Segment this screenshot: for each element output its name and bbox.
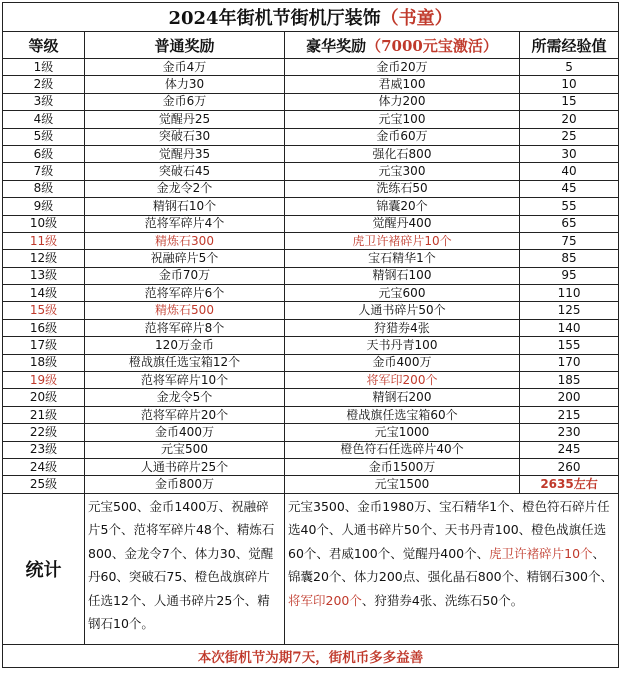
exp-cell: 95 [520, 267, 619, 284]
luxury-reward-cell: 精钢石100 [285, 267, 520, 284]
level-cell: 11级 [3, 232, 85, 249]
exp-cell: 155 [520, 337, 619, 354]
luxury-reward-cell: 金币400万 [285, 354, 520, 371]
luxury-reward-cell: 宝石精华1个 [285, 250, 520, 267]
luxury-reward-cell: 天书丹青100 [285, 337, 520, 354]
exp-cell: 20 [520, 111, 619, 128]
table-row [3, 354, 619, 371]
table-row [3, 285, 619, 302]
summary-luxury-highlight: 将军印200个 [288, 592, 362, 608]
luxury-reward-cell: 元宝100 [285, 111, 520, 128]
table-row [3, 93, 619, 110]
level-cell: 9级 [3, 198, 85, 215]
exp-cell: 230 [520, 424, 619, 441]
header-row [3, 32, 619, 59]
level-cell: 12级 [3, 250, 85, 267]
exp-cell: 185 [520, 372, 619, 389]
normal-reward-cell: 金币4万 [85, 59, 285, 76]
exp-cell: 15 [520, 93, 619, 110]
normal-reward-cell: 精炼石300 [85, 232, 285, 249]
level-cell: 1级 [3, 59, 85, 76]
normal-reward-cell: 人通书碎片25个 [85, 458, 285, 475]
table-row [3, 424, 619, 441]
normal-reward-cell: 祝融碎片5个 [85, 250, 285, 267]
level-cell: 8级 [3, 180, 85, 197]
summary-luxury-highlight: 虎卫许褚碎片10个 [489, 545, 593, 561]
luxury-reward-cell: 君威100 [285, 76, 520, 93]
exp-cell: 215 [520, 406, 619, 423]
normal-reward-cell: 金币6万 [85, 93, 285, 110]
luxury-reward-cell: 元宝1000 [285, 424, 520, 441]
summary-luxury-part: 、狩猎券4张、洗练石50个。 [361, 592, 524, 608]
level-cell: 3级 [3, 93, 85, 110]
exp-cell: 170 [520, 354, 619, 371]
normal-reward-cell: 精炼石500 [85, 302, 285, 319]
table-row [3, 406, 619, 423]
luxury-reward-cell: 金币20万 [285, 59, 520, 76]
table-row [3, 76, 619, 93]
normal-reward-cell: 金龙令2个 [85, 180, 285, 197]
summary-label: 统计 [3, 493, 85, 644]
level-cell: 25级 [3, 476, 85, 493]
exp-cell: 40 [520, 163, 619, 180]
table-row [3, 145, 619, 162]
summary-row [3, 493, 619, 644]
level-cell: 16级 [3, 319, 85, 336]
table-row [3, 319, 619, 336]
table-row [3, 180, 619, 197]
title-main: 2024年街机节街机厅装饰 [168, 8, 381, 29]
normal-reward-cell: 范将军碎片10个 [85, 372, 285, 389]
normal-reward-cell: 120万金币 [85, 337, 285, 354]
level-cell: 4级 [3, 111, 85, 128]
level-cell: 5级 [3, 128, 85, 145]
exp-cell: 5 [520, 59, 619, 76]
normal-reward-cell: 橙战旗任选宝箱12个 [85, 354, 285, 371]
table-row [3, 215, 619, 232]
exp-cell: 140 [520, 319, 619, 336]
luxury-reward-cell: 体力200 [285, 93, 520, 110]
header-luxury-note: （7000元宝激活） [366, 36, 498, 55]
exp-cell: 65 [520, 215, 619, 232]
normal-reward-cell: 突破石45 [85, 163, 285, 180]
level-cell: 24级 [3, 458, 85, 475]
table-row [3, 267, 619, 284]
normal-reward-cell: 体力30 [85, 76, 285, 93]
level-cell: 6级 [3, 145, 85, 162]
exp-cell: 260 [520, 458, 619, 475]
table-row [3, 337, 619, 354]
luxury-reward-cell: 洗练石50 [285, 180, 520, 197]
normal-reward-cell: 元宝500 [85, 441, 285, 458]
table-row [3, 458, 619, 475]
exp-cell: 85 [520, 250, 619, 267]
luxury-reward-cell: 狩猎券4张 [285, 319, 520, 336]
luxury-reward-cell: 将军印200个 [285, 372, 520, 389]
level-cell: 15级 [3, 302, 85, 319]
normal-reward-cell: 范将军碎片4个 [85, 215, 285, 232]
level-cell: 2级 [3, 76, 85, 93]
table-row [3, 163, 619, 180]
luxury-reward-cell: 元宝300 [285, 163, 520, 180]
table-row [3, 250, 619, 267]
normal-reward-cell: 觉醒丹25 [85, 111, 285, 128]
exp-cell: 110 [520, 285, 619, 302]
exp-cell: 25 [520, 128, 619, 145]
luxury-reward-cell: 锦囊20个 [285, 198, 520, 215]
table-row [3, 372, 619, 389]
page-title [3, 3, 619, 32]
exp-cell: 75 [520, 232, 619, 249]
exp-cell: 200 [520, 389, 619, 406]
level-cell: 20级 [3, 389, 85, 406]
normal-reward-cell: 金龙令5个 [85, 389, 285, 406]
summary-luxury-part: 元宝3500、金币1980万、宝石精华1个、橙色符石碎片任选40个、人通书碎片50个、天书丹青100、橙色战旗任选60个、君威100个、觉醒丹400个、 [288, 498, 610, 561]
normal-reward-cell: 突破石30 [85, 128, 285, 145]
table-row [3, 389, 619, 406]
table-row [3, 302, 619, 319]
footer-note: 本次街机节为期7天，街机币多多益善 [3, 644, 619, 667]
header-level: 等级 [3, 32, 85, 59]
exp-cell: 55 [520, 198, 619, 215]
footer-row [3, 644, 619, 667]
level-cell: 14级 [3, 285, 85, 302]
normal-reward-cell: 范将军碎片8个 [85, 319, 285, 336]
normal-reward-cell: 范将军碎片6个 [85, 285, 285, 302]
exp-cell: 125 [520, 302, 619, 319]
normal-reward-cell: 金币400万 [85, 424, 285, 441]
header-luxury-label: 豪华奖励 [306, 36, 367, 55]
exp-cell: 45 [520, 180, 619, 197]
level-cell: 18级 [3, 354, 85, 371]
table-row [3, 198, 619, 215]
luxury-reward-cell: 橙战旗任选宝箱60个 [285, 406, 520, 423]
exp-cell: 10 [520, 76, 619, 93]
luxury-reward-cell: 橙色符石任选碎片40个 [285, 441, 520, 458]
level-cell: 13级 [3, 267, 85, 284]
table-row [3, 111, 619, 128]
table-row [3, 128, 619, 145]
header-exp: 所需经验值 [520, 32, 619, 59]
summary-normal-text: 元宝500、金币1400万、祝融碎片5个、范将军碎片48个、精炼石800、金龙令7个、体力30、觉醒丹60、突破石75、橙色战旗碎片任选12个、人通书碎片25个、精钢石10个。 [85, 493, 285, 644]
normal-reward-cell: 觉醒丹35 [85, 145, 285, 162]
level-cell: 21级 [3, 406, 85, 423]
normal-reward-cell: 金币70万 [85, 267, 285, 284]
summary-luxury-part: 、锦囊20个、体力200点、强化晶石800个、精钢石300个、 [288, 545, 613, 585]
summary-luxury-text [285, 493, 619, 644]
luxury-reward-cell: 金币1500万 [285, 458, 520, 475]
normal-reward-cell: 金币800万 [85, 476, 285, 493]
exp-cell: 30 [520, 145, 619, 162]
reward-table [2, 2, 619, 668]
level-cell: 19级 [3, 372, 85, 389]
table-row [3, 441, 619, 458]
normal-reward-cell: 范将军碎片20个 [85, 406, 285, 423]
luxury-reward-cell: 虎卫许褚碎片10个 [285, 232, 520, 249]
header-normal: 普通奖励 [85, 32, 285, 59]
table-row [3, 476, 619, 493]
luxury-reward-cell: 精钢石200 [285, 389, 520, 406]
luxury-reward-cell: 强化石800 [285, 145, 520, 162]
luxury-reward-cell: 元宝1500 [285, 476, 520, 493]
level-cell: 17级 [3, 337, 85, 354]
luxury-reward-cell: 元宝600 [285, 285, 520, 302]
normal-reward-cell: 精钢石10个 [85, 198, 285, 215]
luxury-reward-cell: 人通书碎片50个 [285, 302, 520, 319]
header-luxury [285, 32, 520, 59]
luxury-reward-cell: 觉醒丹400 [285, 215, 520, 232]
exp-cell: 2635左右 [520, 476, 619, 493]
reward-sheet [2, 2, 618, 668]
level-cell: 7级 [3, 163, 85, 180]
table-row [3, 232, 619, 249]
level-cell: 10级 [3, 215, 85, 232]
level-cell: 22级 [3, 424, 85, 441]
title-subtitle: （书童） [380, 8, 453, 29]
table-row [3, 59, 619, 76]
level-cell: 23级 [3, 441, 85, 458]
exp-cell: 245 [520, 441, 619, 458]
luxury-reward-cell: 金币60万 [285, 128, 520, 145]
